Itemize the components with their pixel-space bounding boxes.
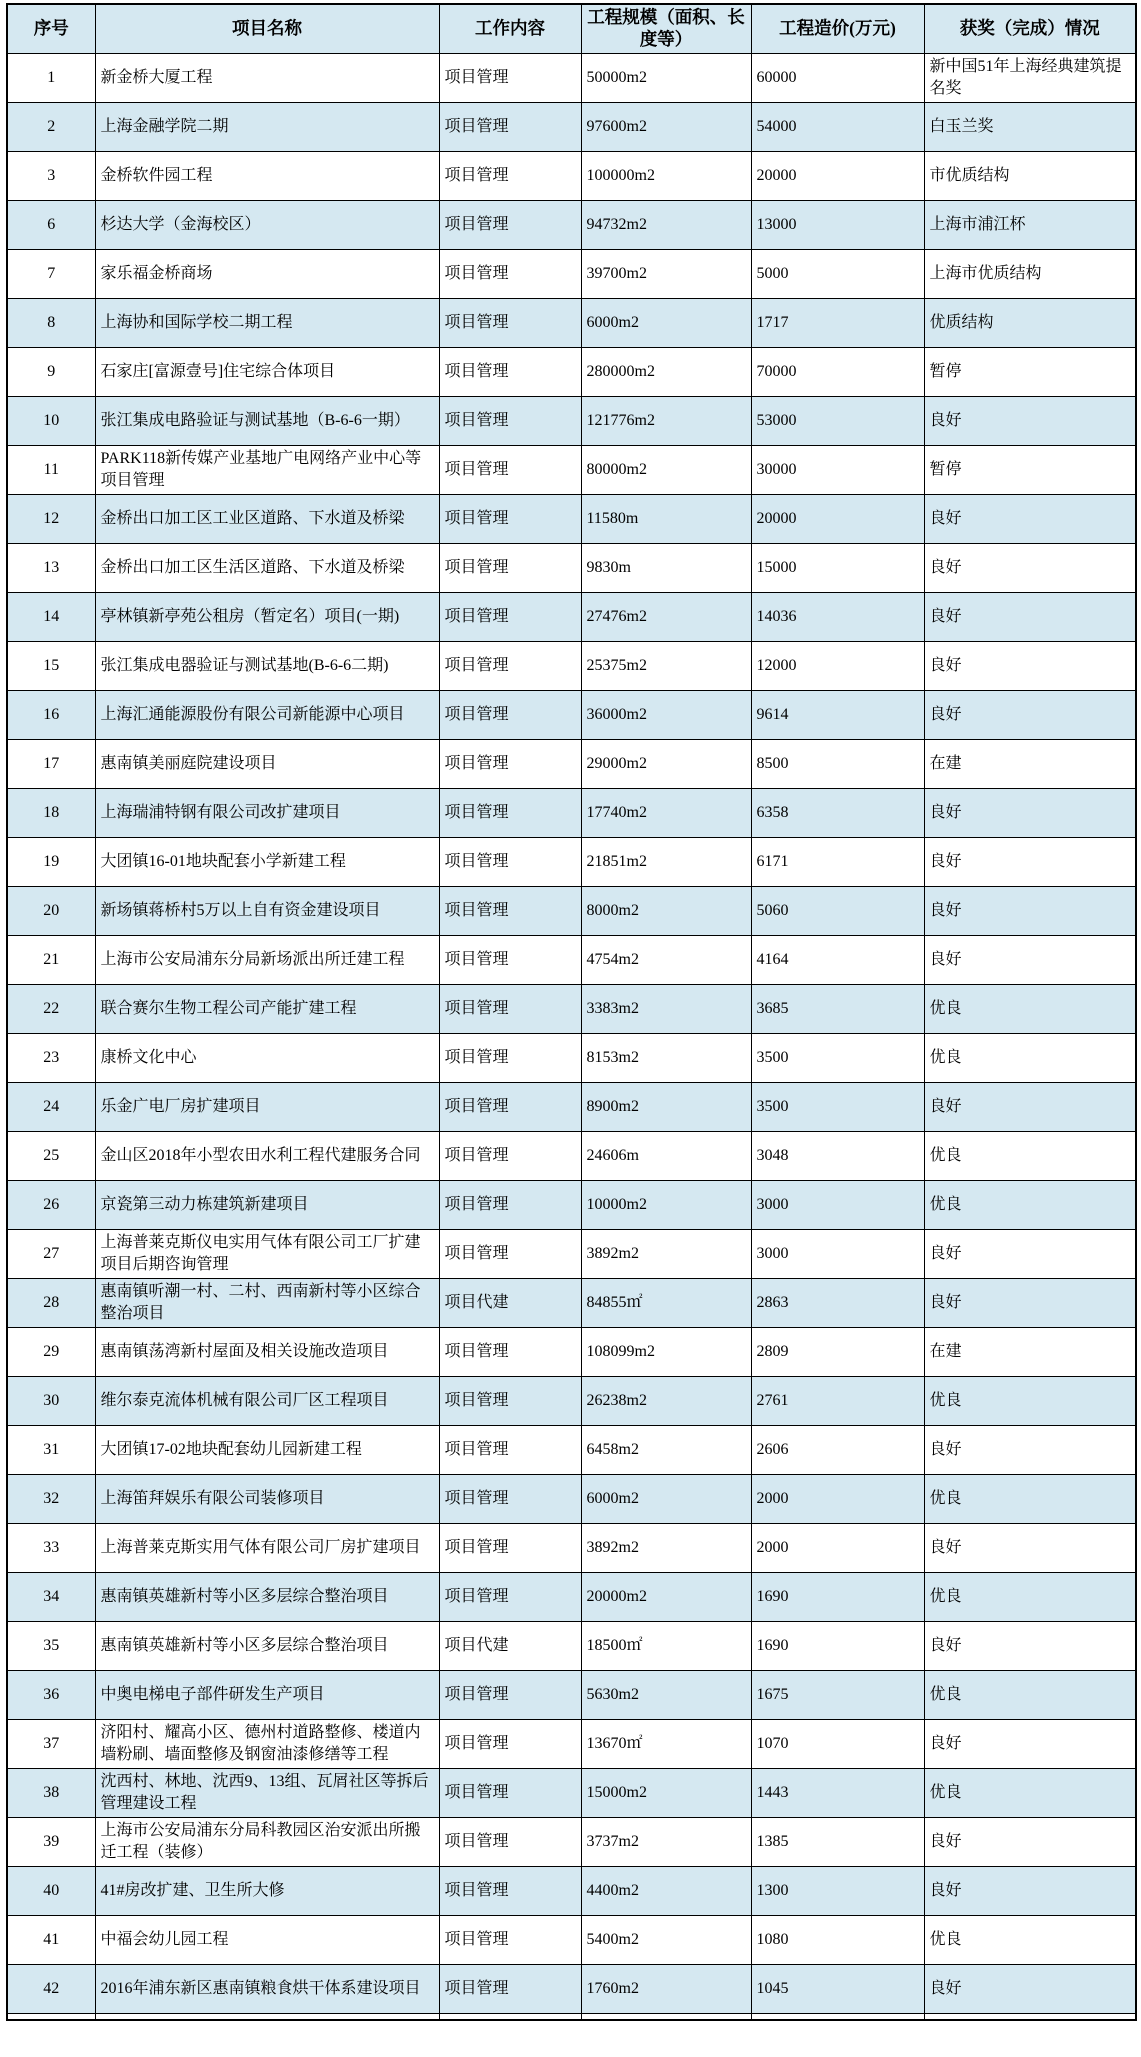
table-row [7, 1278, 1136, 1327]
cell-work: 项目管理 [439, 1131, 581, 1180]
table-row [7, 543, 1136, 592]
cell-work: 项目管理 [439, 935, 581, 984]
cell-award: 良好 [924, 592, 1136, 641]
cell-index: 8 [7, 298, 95, 347]
cell-index: 19 [7, 837, 95, 886]
table-row [7, 1768, 1136, 1817]
table-row [7, 935, 1136, 984]
cell-index: 9 [7, 347, 95, 396]
cell-award: 在建 [924, 1327, 1136, 1376]
cell-scale: 6000m2 [581, 1474, 751, 1523]
cell-cost: 1300 [751, 1866, 924, 1915]
cell-work: 项目代建 [439, 1621, 581, 1670]
cell-name: 维尔泰克流体机械有限公司厂区工程项目 [95, 1376, 439, 1425]
cell-work: 项目管理 [439, 200, 581, 249]
cell-award: 良好 [924, 1425, 1136, 1474]
table-row [7, 1964, 1136, 2013]
table-row [7, 1082, 1136, 1131]
cell-work: 项目管理 [439, 1425, 581, 1474]
cell-name: 金桥出口加工区生活区道路、下水道及桥梁 [95, 543, 439, 592]
table-stub [7, 2013, 1136, 2020]
cell-name: 沈西村、林地、沈西9、13组、瓦屑社区等拆后管理建设工程 [95, 1768, 439, 1817]
cell-work: 项目管理 [439, 1817, 581, 1866]
cell-scale: 13670㎡ [581, 1719, 751, 1768]
cell-scale: 3737m2 [581, 1817, 751, 1866]
table-row [7, 1180, 1136, 1229]
cell-cost: 12000 [751, 641, 924, 690]
cell-cost: 70000 [751, 347, 924, 396]
cell-award: 良好 [924, 1523, 1136, 1572]
cell-index: 13 [7, 543, 95, 592]
cell-scale: 94732m2 [581, 200, 751, 249]
cell-index: 25 [7, 1131, 95, 1180]
cell-award: 上海市浦江杯 [924, 200, 1136, 249]
table-row [7, 298, 1136, 347]
cell-name: 上海市公安局浦东分局新场派出所迁建工程 [95, 935, 439, 984]
cell-index: 36 [7, 1670, 95, 1719]
cell-work: 项目管理 [439, 1327, 581, 1376]
column-header-cost: 工程造价(万元) [751, 4, 924, 53]
cell-name: 上海市公安局浦东分局科教园区治安派出所搬迁工程（装修） [95, 1817, 439, 1866]
cell-name: 新金桥大厦工程 [95, 53, 439, 102]
cell-scale: 5400m2 [581, 1915, 751, 1964]
cell-name: 石家庄[富源壹号]住宅综合体项目 [95, 347, 439, 396]
table-row [7, 1131, 1136, 1180]
cell-work: 项目管理 [439, 151, 581, 200]
cell-cost: 1080 [751, 1915, 924, 1964]
cell-index: 10 [7, 396, 95, 445]
cell-cost: 20000 [751, 494, 924, 543]
cell-scale: 39700m2 [581, 249, 751, 298]
cell-scale: 24606m [581, 1131, 751, 1180]
cell-cost: 2606 [751, 1425, 924, 1474]
cell-name: 金桥软件园工程 [95, 151, 439, 200]
cell-cost: 5000 [751, 249, 924, 298]
partial-row [7, 2013, 1136, 2020]
cell-award: 优良 [924, 1915, 1136, 1964]
cell-name: 中奥电梯电子部件研发生产项目 [95, 1670, 439, 1719]
cell-award: 白玉兰奖 [924, 102, 1136, 151]
cell-scale: 10000m2 [581, 1180, 751, 1229]
cell-work: 项目管理 [439, 739, 581, 788]
cell-award: 在建 [924, 739, 1136, 788]
cell-name: 41#房改扩建、卫生所大修 [95, 1866, 439, 1915]
table-row [7, 984, 1136, 1033]
cell-award: 良好 [924, 641, 1136, 690]
cell-name: 京瓷第三动力栋建筑新建项目 [95, 1180, 439, 1229]
cell-scale: 280000m2 [581, 347, 751, 396]
cell-cost: 1690 [751, 1572, 924, 1621]
cell-work: 项目管理 [439, 1376, 581, 1425]
cell-index: 33 [7, 1523, 95, 1572]
cell-scale: 27476m2 [581, 592, 751, 641]
cell-scale: 6000m2 [581, 298, 751, 347]
cell-award: 新中国51年上海经典建筑提名奖 [924, 53, 1136, 102]
cell-scale: 11580m [581, 494, 751, 543]
table-row [7, 347, 1136, 396]
cell-award: 良好 [924, 837, 1136, 886]
cell-award: 良好 [924, 788, 1136, 837]
cell-cost: 14036 [751, 592, 924, 641]
cell-index: 21 [7, 935, 95, 984]
cell-work: 项目管理 [439, 396, 581, 445]
cell-index: 39 [7, 1817, 95, 1866]
table-row [7, 151, 1136, 200]
cell-cost: 1675 [751, 1670, 924, 1719]
table-row [7, 1425, 1136, 1474]
cell-cost: 2761 [751, 1376, 924, 1425]
cell-work: 项目管理 [439, 1033, 581, 1082]
cell-work: 项目代建 [439, 1278, 581, 1327]
cell-award: 优良 [924, 1376, 1136, 1425]
cell-cost: 30000 [751, 445, 924, 494]
cell-cost: 1385 [751, 1817, 924, 1866]
header-row [7, 4, 1136, 53]
cell-name: 上海汇通能源股份有限公司新能源中心项目 [95, 690, 439, 739]
cell-scale: 8000m2 [581, 886, 751, 935]
stub-cell [924, 2013, 1136, 2020]
cell-cost: 9614 [751, 690, 924, 739]
cell-scale: 50000m2 [581, 53, 751, 102]
cell-scale: 6458m2 [581, 1425, 751, 1474]
cell-name: 上海瑞浦特钢有限公司改扩建项目 [95, 788, 439, 837]
cell-award: 良好 [924, 1082, 1136, 1131]
cell-scale: 4400m2 [581, 1866, 751, 1915]
cell-award: 良好 [924, 1866, 1136, 1915]
table-row [7, 1670, 1136, 1719]
cell-scale: 3892m2 [581, 1523, 751, 1572]
cell-work: 项目管理 [439, 1915, 581, 1964]
table-row [7, 739, 1136, 788]
cell-scale: 5630m2 [581, 1670, 751, 1719]
cell-cost: 3500 [751, 1082, 924, 1131]
table-row [7, 641, 1136, 690]
cell-award: 良好 [924, 396, 1136, 445]
cell-name: PARK118新传媒产业基地广电网络产业中心等项目管理 [95, 445, 439, 494]
cell-cost: 13000 [751, 200, 924, 249]
cell-cost: 6171 [751, 837, 924, 886]
cell-index: 30 [7, 1376, 95, 1425]
cell-work: 项目管理 [439, 445, 581, 494]
cell-index: 17 [7, 739, 95, 788]
cell-cost: 1717 [751, 298, 924, 347]
cell-cost: 2000 [751, 1523, 924, 1572]
cell-name: 大团镇16-01地块配套小学新建工程 [95, 837, 439, 886]
cell-name: 亭林镇新亭苑公租房（暂定名）项目(一期) [95, 592, 439, 641]
column-header-name: 项目名称 [95, 4, 439, 53]
cell-work: 项目管理 [439, 1719, 581, 1768]
cell-cost: 3685 [751, 984, 924, 1033]
cell-index: 11 [7, 445, 95, 494]
cell-scale: 3383m2 [581, 984, 751, 1033]
cell-index: 38 [7, 1768, 95, 1817]
cell-index: 22 [7, 984, 95, 1033]
cell-scale: 18500㎡ [581, 1621, 751, 1670]
cell-name: 2016年浦东新区惠南镇粮食烘干体系建设项目 [95, 1964, 439, 2013]
cell-scale: 4754m2 [581, 935, 751, 984]
cell-award: 市优质结构 [924, 151, 1136, 200]
cell-index: 35 [7, 1621, 95, 1670]
cell-work: 项目管理 [439, 1229, 581, 1278]
cell-cost: 15000 [751, 543, 924, 592]
cell-scale: 8900m2 [581, 1082, 751, 1131]
cell-cost: 53000 [751, 396, 924, 445]
cell-name: 上海协和国际学校二期工程 [95, 298, 439, 347]
cell-index: 40 [7, 1866, 95, 1915]
cell-cost: 20000 [751, 151, 924, 200]
cell-scale: 121776m2 [581, 396, 751, 445]
cell-award: 优良 [924, 1572, 1136, 1621]
table-row [7, 1621, 1136, 1670]
table-row [7, 249, 1136, 298]
cell-name: 济阳村、耀高小区、德州村道路整修、楼道内墙粉刷、墙面整修及钢窗油漆修缮等工程 [95, 1719, 439, 1768]
cell-work: 项目管理 [439, 1866, 581, 1915]
cell-name: 金桥出口加工区工业区道路、下水道及桥梁 [95, 494, 439, 543]
cell-index: 3 [7, 151, 95, 200]
table-row [7, 445, 1136, 494]
cell-award: 优良 [924, 1033, 1136, 1082]
cell-scale: 17740m2 [581, 788, 751, 837]
cell-work: 项目管理 [439, 788, 581, 837]
cell-scale: 36000m2 [581, 690, 751, 739]
cell-work: 项目管理 [439, 886, 581, 935]
cell-award: 良好 [924, 1719, 1136, 1768]
table-row [7, 1572, 1136, 1621]
cell-work: 项目管理 [439, 102, 581, 151]
cell-index: 28 [7, 1278, 95, 1327]
cell-work: 项目管理 [439, 347, 581, 396]
column-header-scale: 工程规模（面积、长度等） [581, 4, 751, 53]
cell-award: 暂停 [924, 347, 1136, 396]
cell-work: 项目管理 [439, 1082, 581, 1131]
cell-award: 优良 [924, 1131, 1136, 1180]
table-row [7, 1719, 1136, 1768]
cell-name: 杉达大学（金海校区） [95, 200, 439, 249]
cell-award: 良好 [924, 886, 1136, 935]
column-header-work: 工作内容 [439, 4, 581, 53]
cell-award: 良好 [924, 1229, 1136, 1278]
cell-cost: 1070 [751, 1719, 924, 1768]
cell-cost: 4164 [751, 935, 924, 984]
cell-cost: 8500 [751, 739, 924, 788]
stub-cell [439, 2013, 581, 2020]
cell-scale: 29000m2 [581, 739, 751, 788]
cell-award: 良好 [924, 1278, 1136, 1327]
cell-work: 项目管理 [439, 1670, 581, 1719]
cell-index: 7 [7, 249, 95, 298]
cell-index: 37 [7, 1719, 95, 1768]
table-header [7, 4, 1136, 53]
cell-index: 29 [7, 1327, 95, 1376]
cell-work: 项目管理 [439, 592, 581, 641]
cell-award: 优良 [924, 1474, 1136, 1523]
cell-award: 上海市优质结构 [924, 249, 1136, 298]
table-row [7, 1474, 1136, 1523]
cell-award: 良好 [924, 543, 1136, 592]
cell-cost: 3000 [751, 1229, 924, 1278]
cell-cost: 1690 [751, 1621, 924, 1670]
cell-award: 优良 [924, 984, 1136, 1033]
table-row [7, 837, 1136, 886]
cell-index: 32 [7, 1474, 95, 1523]
cell-work: 项目管理 [439, 1474, 581, 1523]
cell-cost: 60000 [751, 53, 924, 102]
cell-award: 良好 [924, 1964, 1136, 2013]
cell-cost: 2863 [751, 1278, 924, 1327]
cell-name: 康桥文化中心 [95, 1033, 439, 1082]
stub-cell [7, 2013, 95, 2020]
cell-index: 18 [7, 788, 95, 837]
cell-award: 良好 [924, 690, 1136, 739]
cell-work: 项目管理 [439, 1964, 581, 2013]
cell-work: 项目管理 [439, 641, 581, 690]
cell-name: 惠南镇美丽庭院建设项目 [95, 739, 439, 788]
cell-work: 项目管理 [439, 53, 581, 102]
cell-award: 良好 [924, 1817, 1136, 1866]
cell-index: 41 [7, 1915, 95, 1964]
cell-scale: 3892m2 [581, 1229, 751, 1278]
cell-award: 优良 [924, 1670, 1136, 1719]
cell-scale: 9830m [581, 543, 751, 592]
table-row [7, 592, 1136, 641]
cell-scale: 25375m2 [581, 641, 751, 690]
cell-scale: 15000m2 [581, 1768, 751, 1817]
cell-work: 项目管理 [439, 1523, 581, 1572]
cell-work: 项目管理 [439, 298, 581, 347]
table-row [7, 1327, 1136, 1376]
cell-name: 惠南镇听潮一村、二村、西南新村等小区综合整治项目 [95, 1278, 439, 1327]
cell-index: 20 [7, 886, 95, 935]
cell-index: 14 [7, 592, 95, 641]
cell-work: 项目管理 [439, 1768, 581, 1817]
cell-work: 项目管理 [439, 494, 581, 543]
cell-scale: 97600m2 [581, 102, 751, 151]
table-row [7, 396, 1136, 445]
cell-index: 26 [7, 1180, 95, 1229]
cell-award: 良好 [924, 494, 1136, 543]
cell-cost: 2809 [751, 1327, 924, 1376]
cell-award: 优良 [924, 1768, 1136, 1817]
table-row [7, 886, 1136, 935]
cell-award: 良好 [924, 935, 1136, 984]
cell-name: 大团镇17-02地块配套幼儿园新建工程 [95, 1425, 439, 1474]
cell-index: 23 [7, 1033, 95, 1082]
cell-scale: 1760m2 [581, 1964, 751, 2013]
cell-name: 上海普莱克斯实用气体有限公司厂房扩建项目 [95, 1523, 439, 1572]
cell-scale: 21851m2 [581, 837, 751, 886]
cell-cost: 3500 [751, 1033, 924, 1082]
cell-award: 优良 [924, 1180, 1136, 1229]
cell-index: 42 [7, 1964, 95, 2013]
projects-table [6, 3, 1137, 2021]
table-row [7, 1915, 1136, 1964]
cell-name: 上海笛拜娱乐有限公司装修项目 [95, 1474, 439, 1523]
cell-name: 联合赛尔生物工程公司产能扩建工程 [95, 984, 439, 1033]
cell-award: 优质结构 [924, 298, 1136, 347]
cell-work: 项目管理 [439, 837, 581, 886]
cell-name: 新场镇蒋桥村5万以上自有资金建设项目 [95, 886, 439, 935]
table-row [7, 53, 1136, 102]
cell-name: 张江集成电路验证与测试基地（B-6-6一期） [95, 396, 439, 445]
cell-cost: 54000 [751, 102, 924, 151]
stub-cell [581, 2013, 751, 2020]
table-body [7, 53, 1136, 2013]
cell-work: 项目管理 [439, 984, 581, 1033]
table-row [7, 494, 1136, 543]
table-row [7, 1866, 1136, 1915]
table-row [7, 200, 1136, 249]
table-row [7, 1229, 1136, 1278]
cell-index: 15 [7, 641, 95, 690]
cell-cost: 1045 [751, 1964, 924, 2013]
cell-index: 27 [7, 1229, 95, 1278]
cell-scale: 20000m2 [581, 1572, 751, 1621]
table-row [7, 1033, 1136, 1082]
column-header-index: 序号 [7, 4, 95, 53]
cell-name: 惠南镇英雄新村等小区多层综合整治项目 [95, 1621, 439, 1670]
cell-index: 24 [7, 1082, 95, 1131]
cell-work: 项目管理 [439, 1572, 581, 1621]
cell-index: 34 [7, 1572, 95, 1621]
cell-cost: 3000 [751, 1180, 924, 1229]
cell-name: 上海金融学院二期 [95, 102, 439, 151]
cell-name: 金山区2018年小型农田水利工程代建服务合同 [95, 1131, 439, 1180]
cell-index: 2 [7, 102, 95, 151]
cell-index: 16 [7, 690, 95, 739]
stub-cell [751, 2013, 924, 2020]
cell-name: 张江集成电器验证与测试基地(B-6-6二期) [95, 641, 439, 690]
cell-work: 项目管理 [439, 690, 581, 739]
cell-index: 31 [7, 1425, 95, 1474]
cell-name: 惠南镇英雄新村等小区多层综合整治项目 [95, 1572, 439, 1621]
cell-name: 中福会幼儿园工程 [95, 1915, 439, 1964]
cell-scale: 80000m2 [581, 445, 751, 494]
cell-scale: 84855㎡ [581, 1278, 751, 1327]
cell-index: 12 [7, 494, 95, 543]
cell-work: 项目管理 [439, 249, 581, 298]
cell-scale: 8153m2 [581, 1033, 751, 1082]
cell-name: 乐金广电厂房扩建项目 [95, 1082, 439, 1131]
cell-scale: 100000m2 [581, 151, 751, 200]
column-header-award: 获奖（完成）情况 [924, 4, 1136, 53]
cell-work: 项目管理 [439, 543, 581, 592]
table-row [7, 1376, 1136, 1425]
stub-cell [95, 2013, 439, 2020]
table-row [7, 690, 1136, 739]
cell-index: 1 [7, 53, 95, 102]
table-row [7, 102, 1136, 151]
cell-cost: 2000 [751, 1474, 924, 1523]
cell-cost: 6358 [751, 788, 924, 837]
cell-cost: 5060 [751, 886, 924, 935]
cell-name: 家乐福金桥商场 [95, 249, 439, 298]
cell-award: 暂停 [924, 445, 1136, 494]
table-row [7, 788, 1136, 837]
cell-award: 良好 [924, 1621, 1136, 1670]
cell-scale: 26238m2 [581, 1376, 751, 1425]
table-row [7, 1523, 1136, 1572]
cell-name: 惠南镇荡湾新村屋面及相关设施改造项目 [95, 1327, 439, 1376]
cell-work: 项目管理 [439, 1180, 581, 1229]
cell-cost: 3048 [751, 1131, 924, 1180]
cell-cost: 1443 [751, 1768, 924, 1817]
cell-index: 6 [7, 200, 95, 249]
table-row [7, 1817, 1136, 1866]
cell-name: 上海普莱克斯仪电实用气体有限公司工厂扩建项目后期咨询管理 [95, 1229, 439, 1278]
cell-scale: 108099m2 [581, 1327, 751, 1376]
